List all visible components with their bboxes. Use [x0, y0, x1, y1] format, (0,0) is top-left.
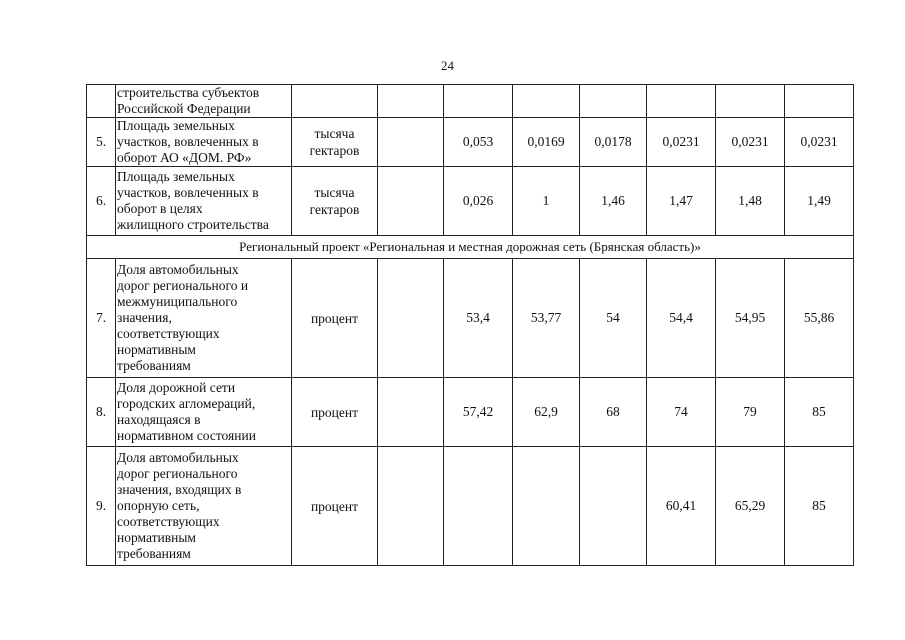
value-cell: 1,47 [647, 167, 716, 236]
value-cell: 85 [785, 378, 854, 447]
value-cell: 1,48 [716, 167, 785, 236]
unit-line: процент [310, 404, 359, 420]
value-cell [785, 85, 854, 118]
value-cell: 62,9 [513, 378, 580, 447]
indicator-name-line: нормативным [117, 530, 196, 545]
indicator-name-line: участков, вовлеченных в [117, 134, 259, 149]
indicator-name-line: Площадь земельных [117, 169, 235, 184]
value-cell [513, 447, 580, 566]
value-cell: 1 [513, 167, 580, 236]
indicator-name-line: значения, входящих в [117, 482, 242, 497]
value-cell: 79 [716, 378, 785, 447]
value-cell [444, 447, 513, 566]
value-cell: 54,95 [716, 259, 785, 378]
indicators-table [86, 84, 854, 566]
value-cell: 0,0231 [716, 118, 785, 167]
value-cell: 57,42 [444, 378, 513, 447]
value-cell [716, 85, 785, 118]
unit-line: тысяча [314, 126, 355, 141]
value-cell: 0,0178 [580, 118, 647, 167]
indicator-name [116, 118, 292, 167]
unit-cell [292, 85, 378, 118]
indicator-name-line: находящаяся в [117, 412, 201, 427]
value-cell [513, 85, 580, 118]
value-cell: 0,0231 [647, 118, 716, 167]
indicator-name [116, 378, 292, 447]
table-body [87, 85, 854, 566]
value-cell [580, 447, 647, 566]
page-number: 24 [441, 58, 454, 73]
base-value-cell [378, 118, 444, 167]
indicator-name [116, 259, 292, 378]
indicator-name [116, 447, 292, 566]
unit-cell [292, 378, 378, 447]
indicator-name-line: межмуниципального [117, 294, 238, 309]
base-value-cell [378, 447, 444, 566]
value-cell: 54,4 [647, 259, 716, 378]
value-cell: 1,46 [580, 167, 647, 236]
indicator-name-line: соответствующих [117, 514, 220, 529]
base-value-cell [378, 167, 444, 236]
value-cell: 68 [580, 378, 647, 447]
indicator-name-line: Площадь земельных [117, 118, 235, 133]
indicator-name-line: жилищного строительства [117, 217, 269, 232]
indicator-name-line: городских агломераций, [117, 396, 256, 411]
value-cell: 0,0169 [513, 118, 580, 167]
value-cell: 55,86 [785, 259, 854, 378]
base-value-cell [378, 378, 444, 447]
value-cell: 65,29 [716, 447, 785, 566]
indicator-name-line: оборот АО «ДОМ. РФ» [117, 150, 252, 165]
value-cell: 0,0231 [785, 118, 854, 167]
indicator-name-line: Российской Федерации [117, 101, 251, 116]
value-cell [580, 85, 647, 118]
row-number: 5. [87, 118, 116, 167]
indicator-name-line: строительства субъектов [117, 85, 260, 100]
unit-cell [292, 447, 378, 566]
indicator-name-line: соответствующих [117, 326, 220, 341]
indicator-name-line: Доля дорожной сети [117, 380, 236, 395]
value-cell [647, 85, 716, 118]
value-cell: 54 [580, 259, 647, 378]
value-cell: 0,053 [444, 118, 513, 167]
table-row [87, 259, 854, 378]
indicator-name-line: дорог регионального [117, 466, 238, 481]
value-cell: 60,41 [647, 447, 716, 566]
value-cell: 74 [647, 378, 716, 447]
value-cell: 85 [785, 447, 854, 566]
section-row [87, 236, 854, 259]
table-row [87, 378, 854, 447]
value-cell: 0,026 [444, 167, 513, 236]
row-number: 8. [87, 378, 116, 447]
value-cell: 53,77 [513, 259, 580, 378]
row-number [87, 85, 116, 118]
indicator-name-line: значения, [117, 310, 172, 325]
indicator-name-line: дорог регионального и [117, 278, 249, 293]
unit-line: процент [310, 310, 359, 326]
row-number: 6. [87, 167, 116, 236]
table-row [87, 85, 854, 118]
indicator-name-line: требованиям [117, 546, 191, 561]
indicator-name-line: нормативном состоянии [117, 428, 256, 443]
base-value-cell [378, 259, 444, 378]
indicator-name-line: нормативным [117, 342, 196, 357]
indicator-name-line: участков, вовлеченных в [117, 185, 259, 200]
unit-line: гектаров [309, 143, 360, 158]
value-cell: 53,4 [444, 259, 513, 378]
indicator-name-line: требованиям [117, 358, 191, 373]
indicator-name [116, 85, 292, 118]
value-cell [444, 85, 513, 118]
row-number: 9. [87, 447, 116, 566]
unit-line: гектаров [309, 202, 360, 217]
indicator-name-line: Доля автомобильных [117, 450, 239, 465]
row-number: 7. [87, 259, 116, 378]
unit-cell [292, 118, 378, 167]
unit-cell [292, 167, 378, 236]
unit-line: процент [310, 498, 359, 514]
indicator-name-line: Доля автомобильных [117, 262, 239, 277]
section-title: Региональный проект «Региональная и местная дорожная сеть (Брянская область)» [87, 236, 854, 259]
base-value-cell [378, 85, 444, 118]
indicator-name-line: оборот в целях [117, 201, 203, 216]
value-cell: 1,49 [785, 167, 854, 236]
table-row [87, 167, 854, 236]
table-row [87, 118, 854, 167]
indicator-name [116, 167, 292, 236]
unit-line: тысяча [314, 185, 355, 200]
table-row [87, 447, 854, 566]
indicator-name-line: опорную сеть, [117, 498, 200, 513]
unit-cell [292, 259, 378, 378]
